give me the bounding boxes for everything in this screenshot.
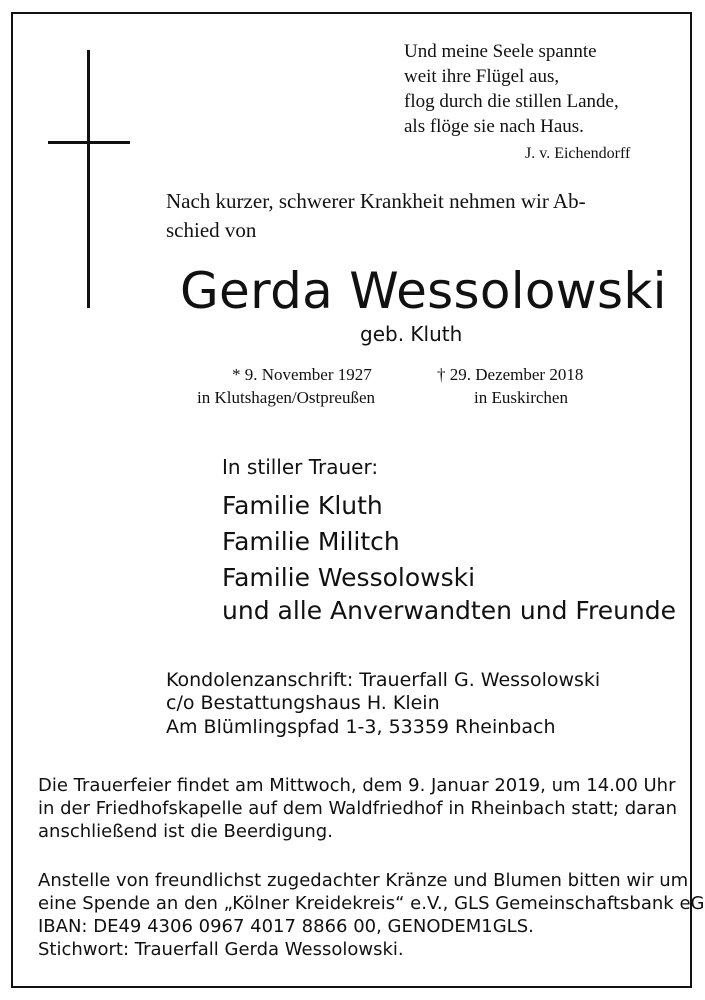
donation-line: eine Spende an den „Kölner Kreidekreis“ e.V., GLS Gemeinschaftsbank eG (38, 893, 705, 914)
poem-line: flog durch die stillen Lande, (404, 91, 619, 112)
cross-icon-vertical (87, 50, 90, 308)
birth-place: in Klutshagen/Ostpreußen (197, 388, 375, 407)
ceremony-line: in der Friedhofskapelle auf dem Waldfriedhof in Rheinbach statt; daran (38, 798, 678, 819)
poem-line: als flöge sie nach Haus. (404, 116, 584, 137)
family-line: und alle Anverwandten und Freunde (222, 596, 677, 625)
address-line: Kondolenzanschrift: Trauerfall G. Wessolowski (166, 669, 601, 691)
ceremony-line: anschließend ist die Beerdigung. (38, 821, 333, 842)
deceased-name: Gerda Wessolowski (180, 262, 667, 320)
ceremony-line: Die Trauerfeier findet am Mittwoch, dem 9. Januar 2019, um 14.00 Uhr (38, 775, 676, 796)
family-line: Familie Militch (222, 527, 400, 556)
poem-line: weit ihre Flügel aus, (404, 66, 560, 87)
address-line: c/o Bestattungshaus H. Klein (166, 692, 440, 714)
family-line: Familie Wessolowski (222, 563, 476, 592)
mourners-heading: In stiller Trauer: (222, 455, 379, 479)
death-place: in Euskirchen (474, 388, 568, 407)
address-line: Am Blümlingspfad 1-3, 53359 Rheinbach (166, 716, 556, 738)
poem-line: Und meine Seele spannte (404, 41, 597, 62)
family-line: Familie Kluth (222, 491, 383, 520)
birth-date: * 9. November 1927 (232, 365, 372, 384)
poem-author: J. v. Eichendorff (525, 145, 631, 162)
cross-icon-horizontal (48, 141, 130, 144)
death-date: † 29. Dezember 2018 (437, 365, 584, 384)
intro-line: schied von (166, 218, 257, 242)
donation-line: Anstelle von freundlichst zugedachter Kränze und Blumen bitten wir um (38, 870, 689, 891)
intro-line: Nach kurzer, schwerer Krankheit nehmen wir Ab- (166, 189, 586, 213)
maiden-name: geb. Kluth (360, 322, 463, 346)
donation-line: IBAN: DE49 4306 0967 4017 8866 00, GENODEM1GLS. (38, 916, 534, 937)
donation-line: Stichwort: Trauerfall Gerda Wessolowski. (38, 939, 404, 960)
